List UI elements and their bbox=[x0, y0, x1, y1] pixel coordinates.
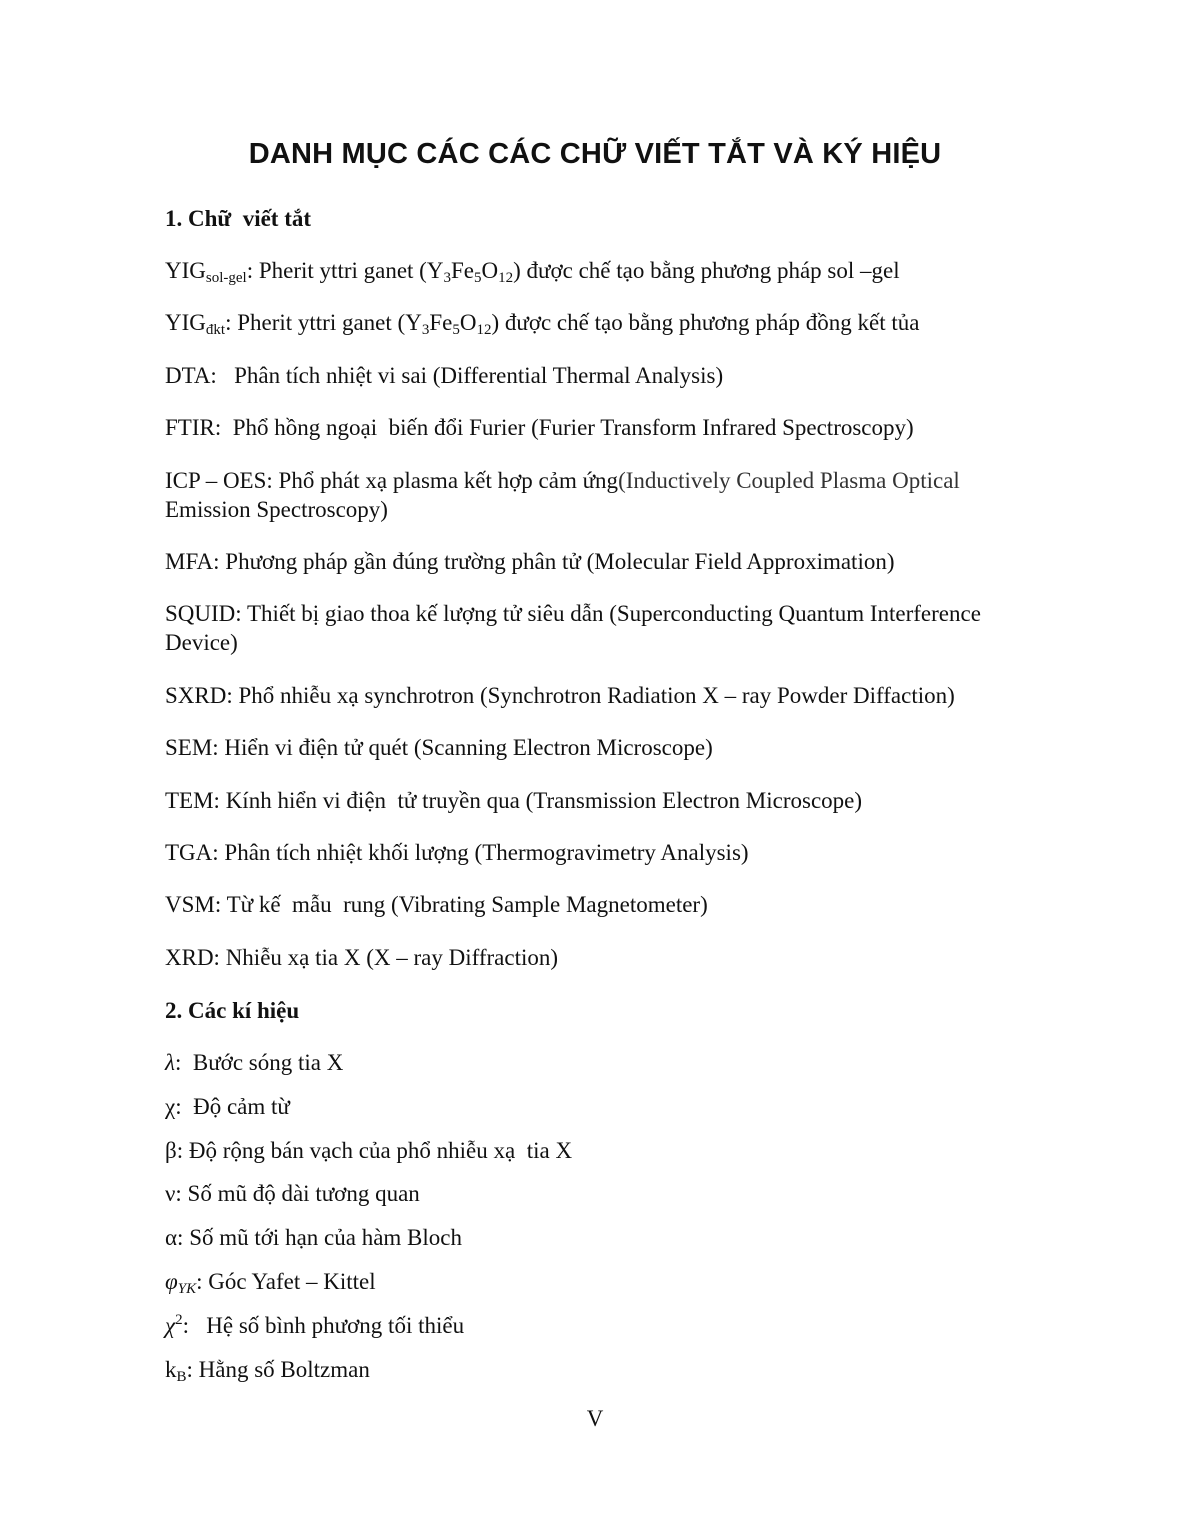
phi-subscript: YK bbox=[177, 1281, 197, 1297]
formula-sub-3: 3 bbox=[443, 270, 451, 286]
entry-yig-solgel-label: YIG bbox=[165, 258, 206, 283]
section-heading-abbreviations: 1. Chữ viết tắt bbox=[165, 206, 312, 231]
formula-o: O bbox=[459, 310, 477, 335]
formula-fe: Fe bbox=[450, 258, 474, 283]
entry-sxrd: SXRD: Phổ nhiễu xạ synchrotron (Synchrotron Radiation X – ray Powder Diffaction) bbox=[165, 683, 955, 708]
entry-tga: TGA: Phân tích nhiệt khối lượng (Thermogravimetry Analysis) bbox=[165, 840, 749, 865]
entry-xrd: XRD: Nhiễu xạ tia X (X – ray Diffraction) bbox=[165, 945, 559, 970]
entry-icp-oes-continued: Emission Spectroscopy) bbox=[165, 497, 388, 522]
chi2-description: : Hệ số bình phương tối thiểu bbox=[182, 1313, 465, 1338]
symbol-phi-yk bbox=[165, 1267, 1065, 1296]
entry-dta: DTA: Phân tích nhiệt vi sai (Differential Thermal Analysis) bbox=[165, 363, 724, 388]
formula-sub-5: 5 bbox=[452, 322, 460, 338]
entry-yig-dkt bbox=[165, 308, 1065, 337]
section-heading-symbols: 2. Các kí hiệu bbox=[165, 998, 300, 1023]
formula-fe: Fe bbox=[429, 310, 453, 335]
entry-sem: SEM: Hiển vi điện tử quét (Scanning Electron Microscope) bbox=[165, 735, 713, 760]
entry-yig-solgel-tail: ) được chế tạo bằng phương pháp sol –gel bbox=[513, 258, 900, 283]
kb-subscript: B bbox=[176, 1369, 187, 1385]
symbol-kb bbox=[165, 1355, 1065, 1384]
entry-vsm: VSM: Từ kế mẫu rung (Vibrating Sample Magnetometer) bbox=[165, 892, 708, 917]
entry-yig-solgel-subscript: sol-gel bbox=[205, 270, 247, 286]
entry-icp-oes-en: (Inductively Coupled Plasma Optical bbox=[618, 468, 960, 493]
entry-yig-dkt-subscript: đkt bbox=[205, 322, 226, 338]
symbol-lambda bbox=[165, 1048, 1065, 1077]
lambda-description: : Bước sóng tia X bbox=[174, 1050, 344, 1075]
entry-yig-dkt-text: : Pherit yttri ganet (Y bbox=[225, 310, 422, 335]
kb-description: : Hằng số Boltzman bbox=[186, 1357, 370, 1382]
kb-symbol: k bbox=[165, 1357, 177, 1382]
symbol-beta: β: Độ rộng bán vạch của phổ nhiễu xạ tia X bbox=[165, 1138, 573, 1163]
entry-squid-continued: Device) bbox=[165, 630, 238, 655]
formula-o: O bbox=[481, 258, 499, 283]
page-title: DANH MỤC CÁC CÁC CHỮ VIẾT TẮT VÀ KÝ HIỆU bbox=[248, 138, 942, 170]
entry-icp-oes-vi: ICP – OES: Phổ phát xạ plasma kết hợp cảm ứng bbox=[165, 468, 619, 493]
entry-yig-solgel bbox=[165, 256, 1065, 285]
symbol-alpha: α: Số mũ tới hạn của hàm Bloch bbox=[165, 1225, 462, 1250]
formula-sub-12: 12 bbox=[476, 322, 492, 338]
entry-ftir: FTIR: Phổ hồng ngoại biến đổi Furier (Furier Transform Infrared Spectroscopy) bbox=[165, 415, 914, 440]
symbol-chi-squared bbox=[165, 1311, 1065, 1340]
chi2-symbol: χ bbox=[165, 1313, 176, 1338]
entry-yig-dkt-tail: ) được chế tạo bằng phương pháp đồng kết tủa bbox=[491, 310, 920, 335]
formula-sub-12: 12 bbox=[498, 270, 514, 286]
phi-symbol: φ bbox=[165, 1269, 178, 1294]
entry-yig-dkt-label: YIG bbox=[165, 310, 206, 335]
entry-yig-solgel-text: : Pherit yttri ganet (Y bbox=[246, 258, 444, 283]
entry-squid: SQUID: Thiết bị giao thoa kế lượng tử siêu dẫn (Superconducting Quantum Interference bbox=[165, 601, 981, 626]
chi2-superscript: 2 bbox=[175, 1312, 183, 1328]
page-number: V bbox=[586, 1406, 604, 1431]
entry-tem: TEM: Kính hiển vi điện tử truyền qua (Transmission Electron Microscope) bbox=[165, 788, 863, 813]
symbol-nu: ν: Số mũ độ dài tương quan bbox=[165, 1181, 420, 1206]
entry-icp-oes bbox=[165, 466, 1065, 495]
formula-sub-3: 3 bbox=[421, 322, 430, 338]
phi-description: : Góc Yafet – Kittel bbox=[196, 1269, 376, 1294]
symbol-chi: χ: Độ cảm từ bbox=[165, 1094, 290, 1119]
lambda-symbol: λ bbox=[165, 1050, 175, 1075]
entry-mfa: MFA: Phương pháp gần đúng trường phân tử (Molecular Field Approximation) bbox=[165, 549, 895, 574]
formula-sub-5: 5 bbox=[473, 270, 482, 286]
